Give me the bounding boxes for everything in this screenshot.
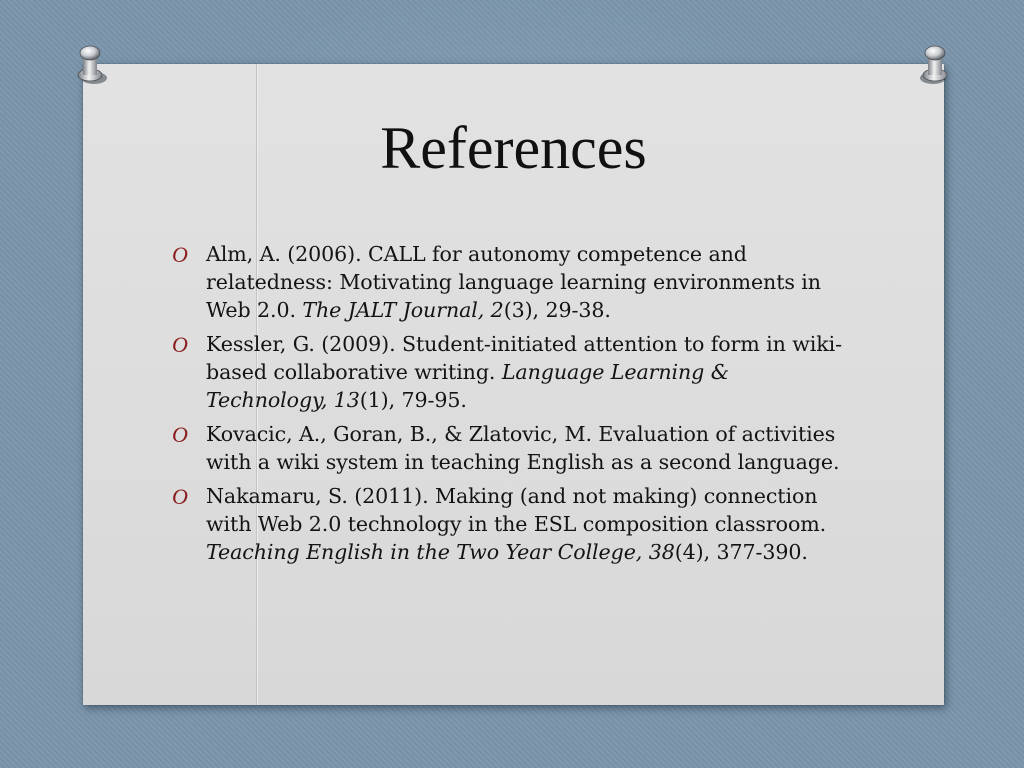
reference-source: The JALT Journal, 2: [302, 298, 504, 322]
reference-list: [172, 240, 842, 572]
pin-icon: [70, 42, 110, 86]
reference-text: Alm, A. (2006). CALL for autonomy competence and relatedness: Motivating language learning environments in Web 2.0.: [206, 242, 821, 322]
reference-issue: (1), 79-95.: [359, 388, 467, 412]
list-item: [172, 420, 842, 476]
list-item: [172, 330, 842, 414]
reference-text: Kessler, G. (2009). Student-initiated attention to form in wiki-based collaborative writing.: [206, 332, 843, 384]
bullet-icon: O: [172, 484, 188, 509]
bullet-icon: O: [172, 242, 188, 267]
list-item: [172, 240, 842, 324]
reference-source: Teaching English in the Two Year College, 38: [206, 540, 675, 564]
reference-text: Nakamaru, S. (2011). Making (and not making) connection with Web 2.0 technology in the ESL composition classroom.: [206, 484, 827, 536]
slide-title: References: [380, 115, 647, 181]
bullet-icon: O: [172, 332, 188, 357]
reference-source: Language Learning & Technology, 13: [206, 360, 729, 412]
list-item: [172, 482, 842, 566]
reference-text: Kovacic, A., Goran, B., & Zlatovic, M. Evaluation of activities with a wiki system in teaching English as a second language.: [206, 422, 840, 474]
reference-issue: (3), 29-38.: [503, 298, 611, 322]
pin-icon: [915, 42, 955, 86]
bullet-icon: O: [172, 422, 188, 447]
reference-issue: (4), 377-390.: [674, 540, 808, 564]
